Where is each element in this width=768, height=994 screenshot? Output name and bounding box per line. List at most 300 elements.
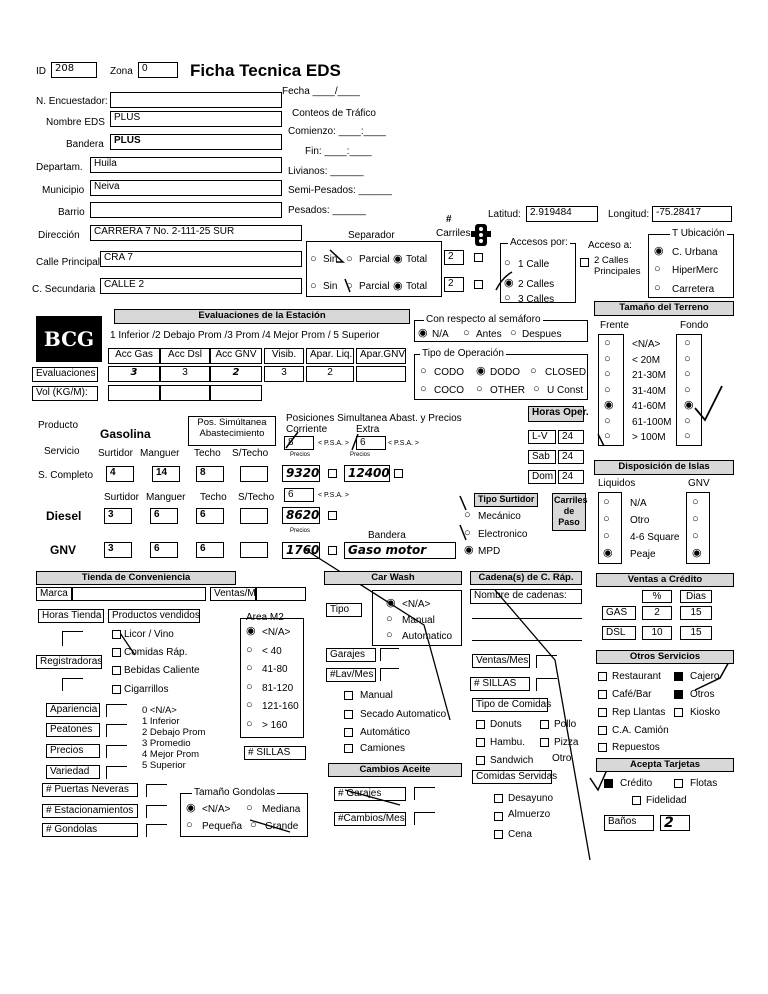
op-dodo-label: DODO xyxy=(490,367,520,378)
col-visib: Visib. xyxy=(264,348,304,364)
precio-corriente-check[interactable] xyxy=(328,469,337,478)
area-radio-2[interactable]: ○ xyxy=(246,662,253,674)
cw-auto-label: Automatico xyxy=(402,631,453,642)
col-apar-gnv: Apar.GNV xyxy=(356,348,406,364)
precio-diesel-check[interactable] xyxy=(328,511,337,520)
lav-mes-label: #Lav/Mes xyxy=(326,668,376,682)
frente-radio-4[interactable]: ◉ xyxy=(604,399,614,411)
horas-tienda-field[interactable] xyxy=(62,631,83,646)
almuerzo-check[interactable] xyxy=(494,812,503,821)
cadena-nombre-line-2[interactable] xyxy=(472,640,582,641)
pollo-label: Pollo xyxy=(554,719,577,730)
bandera-label: Bandera xyxy=(66,139,104,150)
semipesados-label[interactable]: Semi-Pesados: ______ xyxy=(288,185,392,196)
precio-gnv-field[interactable]: 1760 xyxy=(282,542,320,559)
terreno-option-label-5: 61-100M xyxy=(632,416,672,428)
bebidas-check[interactable] xyxy=(112,666,121,675)
fondo-radio-1[interactable]: ○ xyxy=(684,352,691,365)
islas-gnv-radio-1[interactable]: ○ xyxy=(692,513,699,525)
op-codo-radio[interactable]: ○ xyxy=(420,365,427,377)
acceso-2calles-check[interactable] xyxy=(580,258,589,267)
terreno-option-label-1: < 20M xyxy=(632,354,661,366)
precios-label-3: Precios xyxy=(290,528,311,534)
nombre-eds-field[interactable]: PLUS xyxy=(110,111,282,127)
depto-field[interactable]: Huila xyxy=(90,157,282,173)
frente-radio-2[interactable]: ○ xyxy=(604,368,611,380)
municipio-label: Municipio xyxy=(42,185,85,196)
restaurant-check[interactable] xyxy=(598,672,607,681)
area-radio-1[interactable]: ○ xyxy=(246,643,253,656)
frente-group xyxy=(598,334,624,446)
longitud-label: Longitud: xyxy=(608,209,650,220)
hambu-check[interactable] xyxy=(476,738,485,747)
psa-label-3: < P.S.A. > xyxy=(318,492,350,499)
acc-3-radio[interactable]: ○ xyxy=(504,292,511,304)
op-uconst-label: U Const xyxy=(547,385,584,396)
islas-option-label-3: Peaje xyxy=(630,549,656,560)
cadena-ventas-label: Ventas/Mes xyxy=(472,654,530,668)
pollo-check[interactable] xyxy=(540,720,549,729)
stecho-label: S/Techo xyxy=(232,448,269,459)
area-radio-4[interactable]: ○ xyxy=(246,699,253,711)
comienzo-label[interactable]: Comienzo: ____:____ xyxy=(288,126,386,137)
precio-gnv-check[interactable] xyxy=(328,546,337,555)
horas-lv-field[interactable]: 24 xyxy=(558,430,584,444)
islas-gnv-radio-0[interactable]: ○ xyxy=(692,496,699,508)
credito-gas-dias[interactable]: 15 xyxy=(680,606,712,620)
estacionamientos-label: # Estacionamientos xyxy=(42,804,138,818)
registradoras-field[interactable] xyxy=(62,678,83,691)
hambu-label: Hambu. xyxy=(490,737,526,748)
acc-2-radio[interactable]: ◉ xyxy=(504,277,514,289)
cw-manual-radio[interactable]: ○ xyxy=(386,613,393,625)
extra-label: Extra xyxy=(356,424,380,435)
vol-gnv[interactable] xyxy=(210,385,262,401)
cigarrillos-check[interactable] xyxy=(112,685,121,694)
eval-visib[interactable]: 3 xyxy=(264,366,304,382)
ub-urbana-radio[interactable]: ◉ xyxy=(654,245,664,257)
tamano-gondolas-label: Tamaño Gondolas xyxy=(194,787,276,798)
op-coco-label: COCO xyxy=(434,385,464,396)
frente-radio-1[interactable]: ○ xyxy=(604,352,611,365)
op-closed-radio[interactable]: ○ xyxy=(530,365,537,377)
opt-secado-check[interactable] xyxy=(344,710,353,719)
bcg-logo: BCG xyxy=(36,316,102,362)
corriente-pos-field[interactable]: 8 xyxy=(284,436,314,450)
sandwich-check[interactable] xyxy=(476,756,485,765)
horas-dom-label: Dom xyxy=(528,470,556,484)
gasolina-label: Gasolina xyxy=(100,427,151,441)
traffic-light-icon xyxy=(471,224,491,246)
fondo-radio-4[interactable]: ◉ xyxy=(684,399,694,411)
cena-check[interactable] xyxy=(494,830,503,839)
llantas-check[interactable] xyxy=(598,708,607,717)
diesel-label: Diesel xyxy=(46,509,82,523)
banos-label: Baños xyxy=(604,815,654,831)
terreno-option-label-6: > 100M xyxy=(632,432,666,443)
psa-label-1: < P.S.A. > xyxy=(318,440,350,447)
comidas-check[interactable] xyxy=(112,648,121,657)
accesos-label: Accesos por: xyxy=(510,237,568,248)
bandera-gnv-label: Bandera xyxy=(368,530,406,541)
electronico-radio[interactable]: ○ xyxy=(464,527,471,539)
islas-bar: Disposición de Islas xyxy=(594,460,734,475)
frente-radio-0[interactable]: ○ xyxy=(604,337,611,349)
carriles-paso-title: Carriles de Paso xyxy=(552,493,586,531)
diesel-manguer-field[interactable]: 6 xyxy=(150,508,178,524)
terreno-option-label-3: 31-40M xyxy=(632,385,666,397)
gas-surtidor-field[interactable]: 4 xyxy=(106,466,134,482)
barrio-field[interactable] xyxy=(90,202,282,218)
camion-label: C.A. Camión xyxy=(612,725,669,736)
gas-techo-field[interactable]: 8 xyxy=(196,466,224,482)
techo-label: Techo xyxy=(194,448,221,459)
zona-label: Zona xyxy=(110,66,133,77)
comidas-label: Comidas Ráp. xyxy=(124,647,188,658)
cafe-check[interactable] xyxy=(598,690,607,699)
c-garajes-field[interactable] xyxy=(414,787,435,800)
precio-extra-check[interactable] xyxy=(394,469,403,478)
variedad-field[interactable] xyxy=(106,766,127,779)
tg-pequena-label: Pequeña xyxy=(202,821,243,832)
pesados-label[interactable]: Pesados: ______ xyxy=(288,205,366,216)
credito-gas-pct[interactable]: 2 xyxy=(642,606,672,620)
lav-mes-field[interactable] xyxy=(380,668,399,681)
almuerzo-label: Almuerzo xyxy=(508,809,551,820)
acc-3-label: 3 Calles xyxy=(518,294,555,305)
scale-label-3: 3 Promedio xyxy=(142,738,191,749)
pizza-label: Pizza xyxy=(554,737,579,748)
op-other-label: OTHER xyxy=(490,385,525,396)
islas-option-label-1: Otro xyxy=(630,515,650,526)
garajes-label: Garajes xyxy=(326,648,376,662)
opt-automatico-label: Automático xyxy=(360,727,411,738)
c-cambios-label: #Cambios/Mes xyxy=(334,812,406,826)
terreno-option-label-4: 41-60M xyxy=(632,401,666,412)
eval-acc-gas[interactable]: 3 xyxy=(108,366,160,382)
latitud-label: Latitud: xyxy=(488,209,521,220)
ub-hiper-radio[interactable]: ○ xyxy=(654,263,661,275)
sin-radio-2[interactable]: ○ xyxy=(310,280,317,292)
camion-check[interactable] xyxy=(598,726,607,735)
peatones-field[interactable] xyxy=(106,724,127,737)
tg-na-radio[interactable]: ◉ xyxy=(186,802,196,814)
carriles-check-2[interactable] xyxy=(474,280,483,289)
apariencia-field[interactable] xyxy=(106,704,127,717)
acceso-a-label: Acceso a: xyxy=(588,240,632,251)
tg-mediana-label: Mediana xyxy=(262,804,301,815)
horas-lv-label: L-V xyxy=(528,430,556,444)
stecho-label-2: S/Techo xyxy=(238,492,275,503)
op-codo-label: CODO xyxy=(434,367,464,378)
surtidor-label: Surtidor xyxy=(98,448,134,459)
islas-gnv-radio-2[interactable]: ○ xyxy=(692,530,699,542)
c-garajes-label: # Garajes xyxy=(334,787,406,801)
direccion-field[interactable]: CARRERA 7 No. 2-111-25 SUR xyxy=(90,225,302,241)
opt-automatico-check[interactable] xyxy=(344,728,353,737)
horas-oper-title: Horas Oper. xyxy=(528,406,584,422)
cajero-check[interactable] xyxy=(674,672,683,681)
otros-check[interactable] xyxy=(674,690,683,699)
parcial-radio-2[interactable]: ○ xyxy=(346,280,353,292)
col-acc-gas: Acc Gas xyxy=(108,348,160,364)
fondo-radio-5[interactable]: ○ xyxy=(684,414,691,427)
frente-radio-3[interactable]: ○ xyxy=(604,383,611,396)
tienda-sillas-label: # SILLAS xyxy=(244,746,306,760)
area-radio-0[interactable]: ◉ xyxy=(246,625,256,637)
tarjeta-flotas-label: Flotas xyxy=(690,778,718,789)
longitud-field[interactable]: -75.28417 xyxy=(652,206,732,222)
total-label-1: Total xyxy=(406,254,428,265)
area-option-label-0: <N/A> xyxy=(262,627,291,638)
fondo-radio-0[interactable]: ○ xyxy=(684,337,691,349)
s-completo-label: S. Completo xyxy=(38,470,94,481)
credito-dsl-dias[interactable]: 15 xyxy=(680,626,712,640)
area-option-label-4: 121-160 xyxy=(262,701,299,712)
depto-label: Departam. xyxy=(36,162,83,173)
zona-field[interactable]: 0 xyxy=(138,62,178,78)
sem-na-radio[interactable]: ◉ xyxy=(418,327,428,339)
scale-label-1: 1 Inferior xyxy=(142,716,180,727)
bandera-field[interactable]: PLUS xyxy=(110,134,282,150)
sem-despues-radio[interactable]: ○ xyxy=(510,327,517,339)
tarjeta-flotas-check[interactable] xyxy=(674,779,683,788)
barrio-label: Barrio xyxy=(58,207,85,218)
repuestos-check[interactable] xyxy=(598,743,607,752)
ub-urbana-label: C. Urbana xyxy=(672,247,718,258)
islas-liquidos-radio-2[interactable]: ○ xyxy=(603,530,610,542)
tipo-operacion-label: Tipo de Operación xyxy=(422,348,504,359)
manguer-label: Manguer xyxy=(140,448,180,459)
opt-camiones-check[interactable] xyxy=(344,744,353,753)
eval-acc-gnv[interactable]: 2 xyxy=(210,366,262,382)
c-cambios-field[interactable] xyxy=(414,812,435,825)
donuts-check[interactable] xyxy=(476,720,485,729)
credito-pct-header: % xyxy=(642,590,672,603)
op-coco-radio[interactable]: ○ xyxy=(420,383,427,395)
desayuno-check[interactable] xyxy=(494,794,503,803)
gondolas-field[interactable] xyxy=(146,824,167,837)
cw-na-radio[interactable]: ◉ xyxy=(386,597,396,609)
horas-sab-field[interactable]: 24 xyxy=(558,450,584,464)
cadena-ventas-field[interactable] xyxy=(536,655,557,668)
carriles-field-2[interactable]: 2 xyxy=(444,277,464,292)
eval-acc-dsl[interactable]: 3 xyxy=(160,366,210,382)
eval-apar-gnv[interactable] xyxy=(356,366,406,382)
ventas-m-field[interactable] xyxy=(256,587,306,601)
horas-dom-field[interactable]: 24 xyxy=(558,470,584,484)
extra-pos-field[interactable]: 6 xyxy=(356,436,386,450)
calle-principal-label: Calle Principal xyxy=(36,257,100,268)
peatones-label: Peatones xyxy=(46,723,100,737)
precio-extra-field[interactable]: 12400 xyxy=(344,465,390,482)
puertas-field[interactable] xyxy=(146,784,167,797)
area-option-label-3: 81-120 xyxy=(262,682,294,694)
op-dodo-radio[interactable]: ◉ xyxy=(476,365,486,377)
tg-mediana-radio[interactable]: ○ xyxy=(246,802,253,814)
gas-stecho-field[interactable] xyxy=(240,466,268,482)
credito-dsl-pct[interactable]: 10 xyxy=(642,626,672,640)
secundaria-label: C. Secundaria xyxy=(32,284,96,295)
gas-manguer-field[interactable]: 14 xyxy=(152,466,180,482)
kiosko-label: Kiosko xyxy=(690,707,721,718)
precio-diesel-field[interactable]: 8620 xyxy=(282,507,320,524)
frente-radio-5[interactable]: ○ xyxy=(604,414,611,427)
gnv-manguer-field[interactable]: 6 xyxy=(150,542,178,558)
cadena-sillas-field[interactable] xyxy=(536,678,557,691)
opt-manual-label: Manual xyxy=(360,690,393,701)
gnv-surtidor-field[interactable]: 3 xyxy=(104,542,132,558)
fondo-radio-6[interactable]: ○ xyxy=(684,430,691,442)
cafe-label: Café/Bar xyxy=(612,689,652,700)
encuestador-field[interactable] xyxy=(110,92,282,108)
tg-grande-radio[interactable]: ○ xyxy=(250,819,257,831)
precio-corriente-field[interactable]: 9320 xyxy=(282,465,320,482)
repuestos-label: Repuestos xyxy=(612,742,660,753)
sem-antes-radio[interactable]: ○ xyxy=(463,327,470,339)
carriles-field-1[interactable]: 2 xyxy=(444,250,464,265)
ub-carretera-radio[interactable]: ○ xyxy=(654,282,661,294)
fecha-label[interactable]: Fecha ____/____ xyxy=(282,86,360,97)
acceso-2calles-label: 2 Calles Principales xyxy=(594,255,641,277)
latitud-field[interactable]: 2.919484 xyxy=(526,206,598,222)
area-radio-5[interactable]: ○ xyxy=(246,717,253,730)
diesel-techo-field[interactable]: 6 xyxy=(196,508,224,524)
mpd-radio[interactable]: ◉ xyxy=(464,544,474,556)
semaforo-label: Con respecto al semáforo xyxy=(426,314,541,325)
diesel-stecho-field[interactable] xyxy=(240,508,268,524)
carwash-tipo-label: Tipo xyxy=(326,603,362,617)
kiosko-check[interactable] xyxy=(674,708,683,717)
frente-radio-6[interactable]: ○ xyxy=(604,430,611,442)
tipo-surtidor-title: Tipo Surtidor xyxy=(474,493,538,507)
terreno-option-label-2: 21-30M xyxy=(632,370,666,381)
cadena-bar: Cadena(s) de C. Ráp. xyxy=(470,571,582,585)
precios-label: Precios xyxy=(46,744,100,758)
total-radio-1[interactable]: ◉ xyxy=(393,253,403,265)
scale-label-0: 0 <N/A> xyxy=(142,705,177,716)
eval-apar-liq[interactable]: 2 xyxy=(306,366,354,382)
tipo-comidas-label: Tipo de Comidas xyxy=(472,698,548,712)
direccion-label: Dirección xyxy=(38,230,80,241)
precios-label-2: Precios xyxy=(350,452,371,458)
posiciones-label: Posiciones Simultanea Abast. y Precios xyxy=(286,413,462,424)
bandera-gnv-field[interactable]: Gaso motor xyxy=(344,542,456,559)
registradoras-label: Registradoras xyxy=(36,655,102,669)
gnv-techo-field[interactable]: 6 xyxy=(196,542,224,558)
islas-liquidos-radio-0[interactable]: ○ xyxy=(603,496,610,508)
horas-tienda-label: Horas Tienda xyxy=(38,609,104,623)
electronico-label: Electronico xyxy=(478,529,528,540)
cw-na-label: <N/A> xyxy=(402,599,431,610)
ub-hiper-label: HiperMerc xyxy=(672,265,719,276)
secundaria-field[interactable]: CALLE 2 xyxy=(100,278,302,294)
estacionamientos-field[interactable] xyxy=(146,805,167,818)
banos-field[interactable]: 2 xyxy=(660,815,690,831)
otro-label: Otro xyxy=(552,753,572,764)
diesel-pos-field[interactable]: 6 xyxy=(284,488,314,502)
gondolas-label: # Gondolas xyxy=(42,823,138,837)
livianos-label[interactable]: Livianos: ______ xyxy=(288,166,364,177)
evaluaciones-scale: 1 Inferior /2 Debajo Prom /3 Prom /4 Mejor Prom / 5 Superior xyxy=(110,330,380,341)
evaluaciones-bar: Evaluaciones de la Estación xyxy=(114,309,410,324)
manguer-label-2: Manguer xyxy=(146,492,186,503)
cw-auto-radio[interactable]: ○ xyxy=(386,629,393,641)
cadena-sillas-label: # SILLAS xyxy=(470,677,530,691)
precios-label-1: Precios xyxy=(290,452,311,458)
diesel-surtidor-field[interactable]: 3 xyxy=(104,508,132,524)
fondo-radio-3[interactable]: ○ xyxy=(684,383,691,396)
area-radio-3[interactable]: ○ xyxy=(246,680,253,693)
cambios-aceite-bar: Cambios Aceite xyxy=(328,763,462,777)
acc-1-radio[interactable]: ○ xyxy=(504,257,511,269)
nombre-eds-label: Nombre EDS xyxy=(46,117,105,128)
conteos-label: Conteos de Tráfico xyxy=(292,108,376,119)
total-radio-2[interactable]: ◉ xyxy=(393,280,403,292)
op-uconst-radio[interactable]: ○ xyxy=(533,383,540,395)
tarjeta-fidelidad-label: Fidelidad xyxy=(646,795,687,806)
sin-radio-1[interactable]: ○ xyxy=(310,253,317,265)
area-option-label-1: < 40 xyxy=(262,645,282,657)
col-acc-dsl: Acc Dsl xyxy=(160,348,210,364)
carriles-check-1[interactable] xyxy=(474,253,483,262)
garajes-field[interactable] xyxy=(380,648,399,661)
parcial-radio-1[interactable]: ○ xyxy=(346,253,353,265)
islas-gnv-radio-3[interactable]: ◉ xyxy=(692,547,702,559)
op-closed-label: CLOSED xyxy=(545,367,587,378)
id-field[interactable]: 208 xyxy=(51,62,97,78)
tarjeta-credito-check[interactable] xyxy=(604,779,613,788)
tg-grande-label: Grande xyxy=(265,821,299,832)
ventas-m-label: Ventas/M xyxy=(210,587,256,601)
parcial-label-2: Parcial xyxy=(359,281,390,292)
fin-label[interactable]: Fin: ____:____ xyxy=(305,146,372,157)
precios-field[interactable] xyxy=(106,745,127,758)
vol-dsl[interactable] xyxy=(160,385,210,401)
col-apar-liq: Apar. Liq. xyxy=(306,348,354,364)
fondo-radio-2[interactable]: ○ xyxy=(684,368,691,380)
islas-option-label-2: 4-6 Square xyxy=(630,532,680,543)
sandwich-label: Sandwich xyxy=(490,755,534,766)
gnv-label: GNV xyxy=(50,543,77,557)
islas-liquidos-radio-1[interactable]: ○ xyxy=(603,513,610,525)
acc-1-label: 1 Calle xyxy=(518,259,550,270)
cadena-nombre-line-1[interactable] xyxy=(472,618,582,619)
id-label: ID xyxy=(36,66,46,77)
puertas-label: # Puertas Neveras xyxy=(42,783,138,797)
gnv-stecho-field[interactable] xyxy=(240,542,268,558)
surtidor-label-2: Surtidor xyxy=(104,492,140,503)
calle-principal-field[interactable]: CRA 7 xyxy=(100,251,302,267)
op-other-radio[interactable]: ○ xyxy=(476,383,483,395)
pos-simultanea-label: Pos. Simúltanea Abastecimiento xyxy=(188,416,276,446)
tarjeta-fidelidad-check[interactable] xyxy=(632,796,641,805)
tarjeta-credito-label: Crédito xyxy=(620,778,653,789)
licor-check[interactable] xyxy=(112,630,121,639)
islas-liquidos-radio-3[interactable]: ◉ xyxy=(603,547,613,559)
islas-option-label-0: N/A xyxy=(630,498,647,509)
municipio-field[interactable]: Neiva xyxy=(90,180,282,196)
vol-gas[interactable] xyxy=(108,385,160,401)
marca-field[interactable] xyxy=(72,587,206,601)
tg-pequena-radio[interactable]: ○ xyxy=(186,819,193,831)
servicios-bar: Otros Servicios xyxy=(596,650,734,664)
opt-manual-check[interactable] xyxy=(344,691,353,700)
servicio-label: Servicio xyxy=(44,446,80,457)
desayuno-label: Desayuno xyxy=(508,793,554,804)
mecanico-radio[interactable]: ○ xyxy=(464,509,471,521)
pizza-check[interactable] xyxy=(540,738,549,747)
